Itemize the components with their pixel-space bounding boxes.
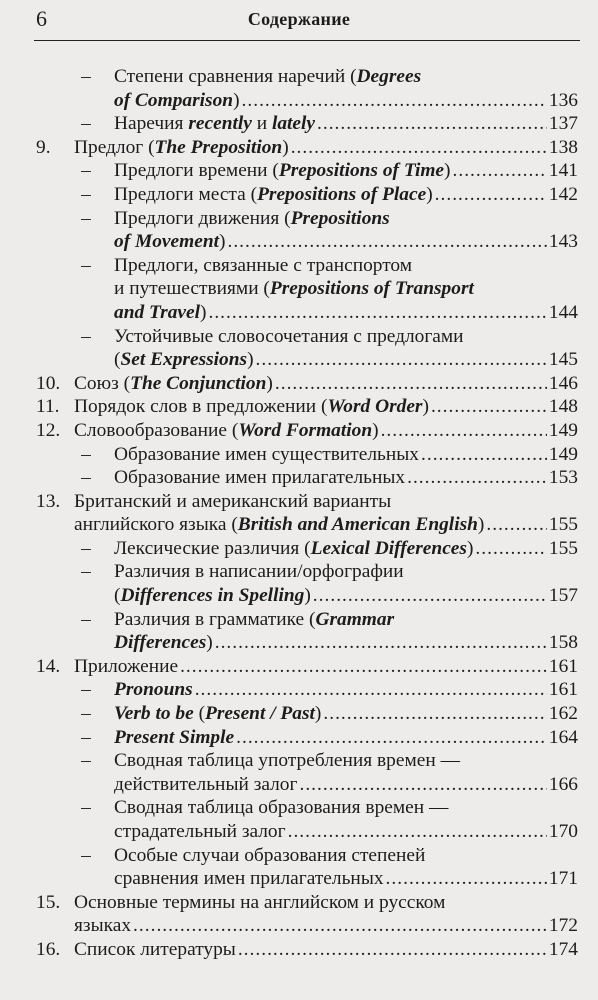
toc-entry-line — [114, 773, 578, 797]
toc-text-fragment: Устойчивые словосочетания с предлогами — [114, 325, 464, 347]
toc-entry-line — [114, 867, 578, 891]
toc-entry-text — [114, 609, 394, 630]
toc-entry — [36, 183, 578, 207]
toc-text-fragment: языках — [74, 915, 132, 937]
toc-leader-dots — [299, 773, 546, 797]
toc-text-fragment: ) — [422, 396, 429, 418]
toc-entry — [36, 490, 578, 537]
toc-text-fragment: сравнения имен прилагательных — [114, 868, 384, 890]
toc-text-fragment: ) — [282, 136, 289, 158]
toc-entry-text — [74, 419, 379, 443]
toc-entry — [36, 419, 578, 443]
toc-entry-text — [114, 89, 240, 113]
toc-text-fragment: Порядок слов в предложении ( — [74, 396, 328, 418]
toc-leader-dots — [431, 395, 547, 419]
toc-text-fragment: Особые случаи образования степеней — [114, 844, 426, 866]
toc-text-fragment: ) — [477, 514, 485, 536]
toc-leader-dots — [313, 584, 547, 608]
toc-entry-dash: – — [81, 726, 91, 748]
toc-entry-text — [114, 845, 425, 866]
toc-leader-dots — [381, 419, 547, 443]
toc-page-number: 149 — [548, 419, 578, 441]
toc-entry-text — [114, 537, 473, 561]
toc-entry-line — [74, 914, 578, 938]
toc-entry-line — [114, 112, 578, 136]
toc-entry — [36, 655, 578, 679]
toc-entry-text — [74, 395, 429, 419]
toc-english-term: and Travel — [114, 301, 200, 323]
toc-entry-dash: – — [81, 797, 91, 819]
toc-entry-text — [114, 348, 254, 372]
toc-entry-text — [74, 914, 131, 938]
toc-text-fragment: ( — [193, 703, 206, 725]
toc-entry-dash: – — [81, 537, 91, 559]
toc-text-fragment: Образование имен существительных — [114, 443, 419, 465]
toc-leader-dots — [323, 702, 547, 726]
toc-text-fragment: ) — [372, 419, 379, 441]
toc-entry-text — [114, 584, 311, 608]
toc-entry-dash: – — [81, 443, 91, 465]
toc-page-number: 162 — [548, 703, 578, 725]
toc-entry-line — [114, 608, 578, 632]
toc-leader-dots — [195, 678, 547, 702]
toc-entry-line — [114, 702, 578, 726]
toc-text-fragment: Союз ( — [74, 372, 131, 394]
toc-entry-number: 11. — [36, 396, 60, 418]
toc-entry-line — [114, 254, 578, 278]
toc-entry-number: 9. — [36, 136, 51, 158]
toc-entry-line — [114, 560, 578, 584]
toc-entry — [36, 749, 578, 796]
running-title: Содержание — [247, 9, 351, 29]
table-of-contents — [36, 65, 578, 962]
toc-entry-line — [74, 891, 578, 915]
toc-leader-dots — [208, 301, 546, 325]
toc-english-term: Word Order — [327, 396, 423, 418]
toc-entry-dash: – — [81, 113, 91, 135]
toc-leader-dots — [238, 938, 547, 962]
toc-entry — [36, 537, 578, 561]
toc-entry — [36, 608, 578, 655]
toc-english-term: Word Formation — [238, 419, 373, 441]
toc-page-number: 171 — [548, 868, 578, 890]
toc-leader-dots — [227, 230, 546, 254]
toc-entry — [36, 443, 578, 467]
toc-entry-line — [74, 419, 578, 443]
toc-entry — [36, 112, 578, 136]
toc-english-term: Differences in Spelling — [120, 585, 305, 607]
toc-text-fragment: ) — [219, 231, 226, 253]
toc-entry-text — [114, 255, 412, 276]
toc-english-term: Pronouns — [114, 679, 193, 701]
toc-page-number: 142 — [548, 183, 578, 205]
toc-english-term: Prepositions — [290, 207, 390, 229]
toc-leader-dots — [291, 136, 547, 160]
toc-entry-text — [114, 867, 384, 891]
toc-text-fragment: английского языка ( — [74, 514, 238, 536]
toc-entry-text — [74, 372, 273, 396]
toc-page-number: 155 — [548, 537, 578, 559]
toc-text-fragment: Предлоги, связанные с транспортом — [114, 254, 413, 276]
toc-entry-text — [74, 513, 484, 537]
toc-page-number: 148 — [548, 396, 578, 418]
toc-entry-line — [114, 89, 578, 113]
toc-text-fragment: Лексические различия ( — [114, 537, 311, 559]
toc-english-term: Present / Past — [205, 703, 315, 725]
toc-entry-number: 14. — [36, 655, 61, 677]
toc-entry-line — [74, 490, 578, 514]
toc-entry-text — [74, 491, 391, 512]
toc-english-term: of Movement — [114, 231, 220, 253]
toc-entry-line — [114, 443, 578, 467]
toc-english-term: The Preposition — [154, 136, 283, 158]
toc-text-fragment: действительный залог — [114, 773, 298, 795]
toc-text-fragment: ) — [314, 703, 322, 725]
toc-entry-dash: – — [81, 467, 91, 489]
toc-english-term: Differences — [114, 632, 207, 654]
toc-entry-line — [114, 584, 578, 608]
toc-entry-line — [114, 277, 578, 301]
toc-entry-text — [114, 278, 474, 299]
toc-leader-dots — [215, 631, 547, 655]
toc-entry-text — [114, 561, 404, 582]
toc-english-term: recently — [188, 113, 252, 135]
toc-entry-text — [114, 326, 464, 347]
toc-leader-dots — [242, 89, 547, 113]
toc-entry-line — [114, 348, 578, 372]
toc-text-fragment: ) — [466, 537, 474, 559]
toc-entry — [36, 65, 578, 112]
toc-entry-line — [114, 466, 578, 490]
toc-entry-line — [114, 820, 578, 844]
toc-page-number: 146 — [548, 372, 578, 394]
toc-entry-text — [114, 443, 419, 467]
toc-page-number: 136 — [548, 89, 578, 111]
toc-page-number: 138 — [548, 136, 578, 158]
toc-entry-text — [74, 892, 445, 913]
header-rule — [34, 40, 580, 41]
toc-leader-dots — [275, 372, 547, 396]
toc-entry-number: 13. — [36, 490, 61, 512]
toc-entry-text — [114, 230, 225, 254]
toc-page-number: 166 — [548, 773, 578, 795]
toc-entry-dash: – — [81, 750, 91, 772]
toc-entry — [36, 466, 578, 490]
toc-text-fragment: Приложение — [74, 655, 179, 677]
toc-text-fragment: Предлог ( — [74, 136, 155, 158]
toc-leader-dots — [486, 513, 547, 537]
toc-leader-dots — [421, 443, 547, 467]
toc-entry — [36, 891, 578, 938]
toc-entry-dash: – — [81, 254, 91, 276]
toc-entry-text — [114, 112, 315, 136]
toc-text-fragment: ) — [304, 585, 311, 607]
page-number: 6 — [36, 6, 47, 31]
toc-text-fragment: Сводная таблица образования времен — — [114, 797, 449, 819]
toc-entry-line — [114, 796, 578, 820]
toc-english-term: Verb to be — [114, 703, 194, 725]
toc-english-term: Lexical Differences — [310, 537, 467, 559]
toc-leader-dots — [256, 348, 547, 372]
toc-entry-text — [114, 726, 234, 750]
toc-entry-dash: – — [81, 160, 91, 182]
toc-entry — [36, 726, 578, 750]
toc-entry-text — [114, 797, 448, 818]
toc-leader-dots — [435, 183, 547, 207]
toc-entry-line — [114, 726, 578, 750]
toc-english-term: The Conjunction — [130, 372, 267, 394]
toc-entry-text — [114, 466, 405, 490]
toc-text-fragment: ) — [206, 632, 213, 654]
toc-leader-dots — [453, 159, 547, 183]
toc-page-number: 155 — [548, 514, 578, 536]
toc-text-fragment: Различия в написании/орфографии — [114, 561, 404, 583]
toc-entry — [36, 159, 578, 183]
toc-entry-line — [74, 513, 578, 537]
toc-text-fragment: и путешествиями ( — [114, 278, 270, 300]
toc-entry-line — [74, 372, 578, 396]
toc-entry — [36, 207, 578, 254]
toc-page-number: 157 — [548, 585, 578, 607]
toc-entry-dash: – — [81, 183, 91, 205]
toc-entry-line — [114, 325, 578, 349]
toc-text-fragment: Образование имен прилагательных — [114, 467, 406, 489]
toc-entry-text — [114, 66, 421, 87]
toc-english-term: Grammar — [315, 608, 395, 630]
toc-entry — [36, 395, 578, 419]
toc-english-term: Set Expressions — [120, 349, 248, 371]
toc-text-fragment: страдательный залог — [114, 821, 286, 842]
toc-entry-number: 10. — [36, 372, 61, 394]
toc-entry-line — [114, 301, 578, 325]
toc-text-fragment: ( — [114, 585, 121, 607]
toc-entry-line — [114, 537, 578, 561]
toc-text-fragment: Британский и американский варианты — [74, 490, 392, 512]
toc-page-number: 143 — [548, 231, 578, 253]
toc-leader-dots — [236, 726, 547, 750]
toc-english-term: Prepositions of Place — [257, 183, 427, 205]
toc-text-fragment: ) — [233, 89, 240, 111]
toc-text-fragment: ) — [444, 160, 451, 182]
toc-entry-line — [74, 395, 578, 419]
toc-page-number: 161 — [548, 655, 578, 677]
toc-page-number: 164 — [548, 726, 578, 748]
toc-english-term: Prepositions of Transport — [269, 278, 474, 300]
toc-leader-dots — [386, 867, 547, 891]
toc-entry — [36, 796, 578, 843]
toc-entry-line — [114, 183, 578, 207]
toc-leader-dots — [133, 914, 547, 938]
toc-leader-dots — [288, 820, 547, 844]
toc-entry-text — [114, 183, 433, 207]
toc-text-fragment: ) — [266, 372, 273, 394]
toc-page-number: 144 — [548, 301, 578, 323]
toc-text-fragment: Список литературы — [74, 938, 236, 960]
toc-entry-dash: – — [81, 679, 91, 701]
toc-entry — [36, 560, 578, 607]
toc-text-fragment: Предлоги движения ( — [114, 207, 291, 229]
toc-entry-dash: – — [81, 325, 91, 347]
toc-text-fragment: Словообразование ( — [74, 419, 239, 441]
toc-page-number: 172 — [548, 915, 578, 937]
toc-entry-number: 12. — [36, 419, 61, 441]
toc-text-fragment: ) — [247, 349, 254, 371]
toc-text-fragment: ( — [114, 349, 121, 371]
toc-entry-text — [114, 773, 297, 797]
toc-english-term: Present Simple — [114, 726, 235, 748]
toc-entry-line — [114, 207, 578, 231]
toc-entry-text — [114, 750, 460, 771]
toc-page-number: 137 — [548, 113, 578, 135]
toc-entry — [36, 702, 578, 726]
toc-entry-text — [114, 678, 193, 702]
toc-entry — [36, 254, 578, 325]
toc-entry-line — [114, 678, 578, 702]
toc-leader-dots — [180, 655, 547, 679]
toc-page-number: 161 — [548, 679, 578, 701]
toc-entry-text — [114, 702, 321, 726]
toc-entry-dash: – — [81, 844, 91, 866]
toc-entry-line — [114, 844, 578, 868]
toc-entry — [36, 372, 578, 396]
toc-text-fragment: Степени сравнения наречий ( — [114, 66, 357, 87]
toc-entry-dash: – — [81, 608, 91, 630]
toc-entry-dash: – — [81, 703, 91, 725]
toc-page-number: 174 — [548, 938, 578, 960]
toc-leader-dots — [317, 112, 547, 136]
toc-entry-number: 15. — [36, 891, 61, 913]
toc-entry-text — [114, 301, 206, 325]
toc-english-term: Prepositions of Time — [278, 160, 445, 182]
toc-entry-line — [114, 749, 578, 773]
toc-entry-text — [114, 631, 213, 655]
toc-english-term: lately — [271, 113, 316, 135]
toc-leader-dots — [407, 466, 547, 490]
toc-text-fragment: Предлоги места ( — [114, 183, 258, 205]
toc-entry-text — [74, 655, 178, 679]
toc-entry-dash: – — [81, 66, 91, 87]
toc-entry — [36, 325, 578, 372]
toc-entry-line — [114, 230, 578, 254]
toc-text-fragment: и — [251, 113, 272, 135]
toc-entry-text — [114, 159, 451, 183]
toc-english-term: of Comparison — [114, 89, 234, 111]
toc-entry — [36, 844, 578, 891]
toc-entry — [36, 938, 578, 962]
toc-text-fragment: Предлоги времени ( — [114, 160, 279, 182]
page-header — [0, 0, 598, 46]
toc-leader-dots — [475, 537, 546, 561]
toc-text-fragment: Наречия — [114, 113, 189, 135]
toc-page-number: 149 — [548, 443, 578, 465]
toc-entry — [36, 678, 578, 702]
toc-text-fragment: Сводная таблица употребления времен — — [114, 750, 460, 772]
toc-page-number: 170 — [548, 821, 578, 842]
toc-entry-text — [74, 938, 236, 962]
toc-entry — [36, 136, 578, 160]
toc-page-number: 141 — [548, 160, 578, 182]
toc-english-term: British and American English — [237, 514, 478, 536]
toc-entry-text — [114, 208, 390, 229]
toc-entry-number: 16. — [36, 938, 61, 960]
toc-text-fragment: Различия в грамматике ( — [114, 608, 316, 630]
toc-entry-line — [114, 631, 578, 655]
toc-english-term: Degrees — [356, 66, 422, 87]
toc-text-fragment: Основные термины на английском и русском — [74, 891, 446, 913]
toc-entry-line — [74, 938, 578, 962]
toc-entry-text — [114, 820, 286, 844]
toc-entry-line — [114, 65, 578, 89]
toc-entry-line — [74, 655, 578, 679]
toc-entry-dash: – — [81, 207, 91, 229]
toc-entry-line — [74, 136, 578, 160]
toc-entry-text — [74, 136, 289, 160]
toc-page-number: 153 — [548, 467, 578, 489]
toc-page-number: 158 — [548, 632, 578, 654]
toc-page-number: 145 — [548, 349, 578, 371]
toc-text-fragment: ) — [426, 183, 433, 205]
toc-entry-dash: – — [81, 561, 91, 583]
toc-entry-line — [114, 159, 578, 183]
toc-text-fragment: ) — [200, 301, 207, 323]
